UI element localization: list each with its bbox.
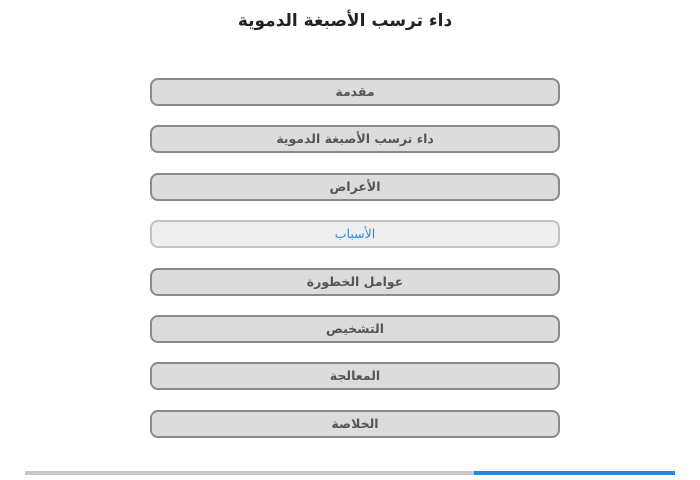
menu-item-symptoms[interactable]: الأعراض xyxy=(150,173,560,201)
progress-bar-fill xyxy=(474,471,676,475)
menu-item-introduction[interactable]: مقدمة xyxy=(150,78,560,106)
menu-item-hemochromatosis[interactable]: داء ترسب الأصبغة الدموية xyxy=(150,125,560,153)
section-menu xyxy=(150,78,560,457)
menu-item-causes[interactable]: الأسباب xyxy=(150,220,560,248)
menu-item-treatment[interactable]: المعالجة xyxy=(150,362,560,390)
menu-item-diagnosis[interactable]: التشخيص xyxy=(150,315,560,343)
menu-item-summary[interactable]: الخلاصة xyxy=(150,410,560,438)
progress-bar xyxy=(25,471,675,475)
page-title: داء ترسب الأصبغة الدموية xyxy=(237,11,453,31)
menu-item-risk-factors[interactable]: عوامل الخطورة xyxy=(150,268,560,296)
